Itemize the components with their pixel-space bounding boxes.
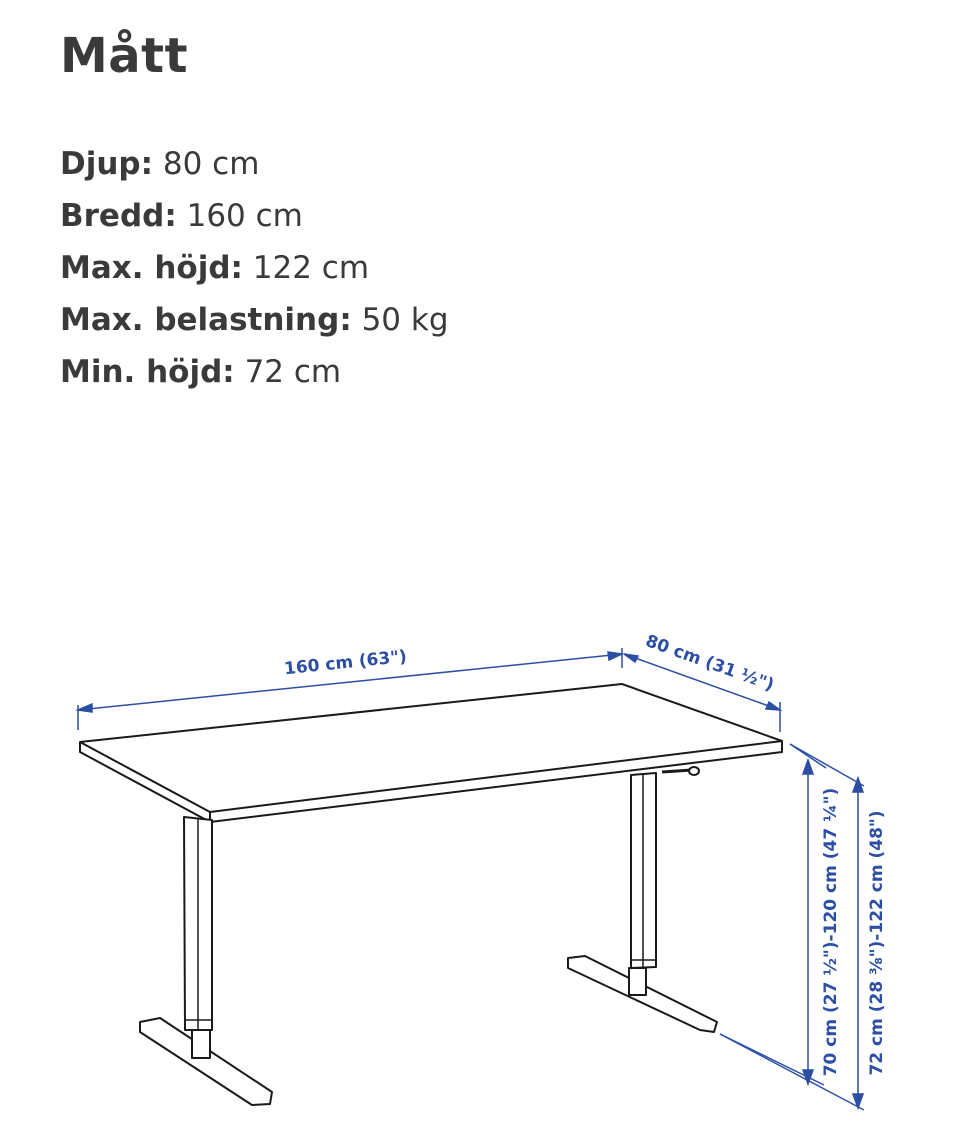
desk-top xyxy=(80,684,782,822)
width-dimension-label: 160 cm (63") xyxy=(283,646,408,680)
control-handle xyxy=(662,767,699,775)
spec-label: Max. höjd: xyxy=(60,250,243,286)
spec-value: 80 cm xyxy=(162,146,260,182)
page-title: Mått xyxy=(60,28,189,84)
back-leg xyxy=(568,773,717,1032)
depth-dimension-label: 80 cm (31 ½") xyxy=(642,631,777,696)
spec-label: Djup: xyxy=(60,146,154,182)
spec-value: 160 cm xyxy=(186,198,303,234)
inner-height-dimension-label: 70 cm (27 ½")-120 cm (47 ¼") xyxy=(821,787,841,1077)
spec-value: 72 cm xyxy=(244,354,342,390)
spec-value: 122 cm xyxy=(252,250,370,286)
outer-height-dimension-label: 72 cm (28 ⅜")-122 cm (48") xyxy=(867,810,887,1076)
spec-label: Bredd: xyxy=(60,198,177,234)
front-leg xyxy=(140,817,272,1105)
spec-value: 50 kg xyxy=(361,302,449,338)
desk-illustration xyxy=(80,684,782,1105)
spec-label: Max. belastning: xyxy=(60,302,352,338)
spec-label: Min. höjd: xyxy=(60,354,235,390)
